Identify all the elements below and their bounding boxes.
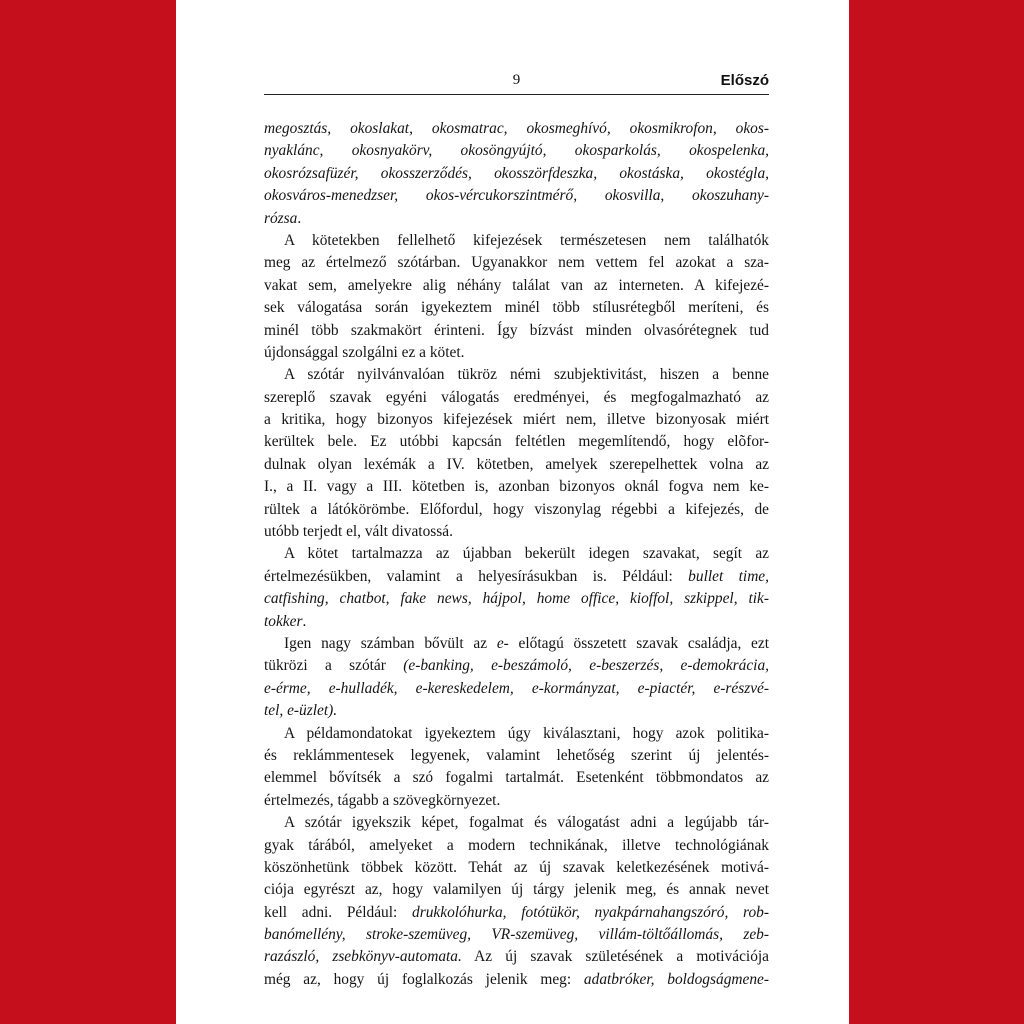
text-line [264,118,769,140]
text-segment: értelmezés, tágabb a szövegkörnyezet. [264,791,501,809]
italic-text: bullet time, [688,567,769,585]
text-line [264,790,769,812]
text-line [264,297,769,319]
text-segment: A szótár igyekszik képet, fogalmat és válogatást adni a legújabb tár- [284,814,769,832]
italic-text: okosrózsafüzér, okosszerződés, okosszörfdeszka, okostáska, okostégla, [264,164,769,182]
text-segment: kell adni. Például: [264,903,413,921]
text-segment: A példamondatokat igyekeztem úgy kiválasztani, hogy azok politika- [284,724,769,742]
text-line [264,364,769,386]
text-line [264,767,769,789]
text-line [264,678,769,700]
text-line [264,342,769,364]
text-segment: előtagú összetett szavak családja, ezt [508,634,769,652]
text-line [264,499,769,521]
text-line [264,252,769,274]
text-line [264,140,769,162]
text-segment: a kritika, hogy bizonyos kifejezések miért nem, illetve bizonyosak miért [264,411,769,429]
text-line [264,655,769,677]
italic-text: razászló, zsebkönyv-automata. [264,948,462,966]
text-segment: A kötet tartalmazza az újabban bekerült idegen szavakat, segít az [284,545,769,563]
text-line [264,969,769,991]
text-segment: elemmel bővítsék a szó fogalmi tartalmát. Esetenként többmondatos az [264,769,769,787]
italic-text: nyaklánc, okosnyakörv, okosöngyújtó, okosparkolás, okospelenka, [264,142,769,160]
text-line [264,454,769,476]
text-line [264,409,769,431]
text-segment: tükrözi a szótár [264,657,404,675]
text-line [264,476,769,498]
text-segment: minél több szakmakört érinteni. Így bízvást minden olvasórétegnek tud [264,321,769,339]
text-segment: köszönhetünk többek között. Tehát az új szavak keletkezésének motivá- [264,858,769,876]
text-segment: gyak tárából, amelyeket a modern technikának, illetve technológiának [264,836,769,854]
right-red-margin [849,0,1024,1024]
text-segment: szereplő szavak egyéni válogatás eredményei, és megfogalmazható az [264,388,769,406]
text-line [264,275,769,297]
text-line [264,431,769,453]
text-line [264,543,769,565]
running-title: Előszó [720,72,769,89]
text-line [264,208,769,230]
italic-text: (e-banking, e-beszámoló, e-beszerzés, e-demokrácia, [403,657,769,675]
text-line [264,879,769,901]
text-line [264,924,769,946]
text-segment: sek válogatása során igyekeztem minél több stílusrétegből meríteni, és [264,299,769,317]
italic-text: drukkolóhurka, fotótükör, nyakpárnahangszóró, rob- [412,903,769,921]
text-line [264,902,769,924]
text-line [264,633,769,655]
text-segment: értelmezésükben, valamint a helyesírásukban is. Például: [264,567,689,585]
text-segment: Az új szavak születésének a motivációja [461,948,769,966]
text-line [264,611,769,633]
text-segment: rültek a látókörömbe. Előfordul, hogy viszonylag régebbi a kifejezés, de [264,500,769,518]
italic-text: megosztás, okoslakat, okosmatrac, okosmeghívó, okosmikrofon, okos- [264,120,769,137]
text-line [264,387,769,409]
text-segment: utóbb terjedt el, vált divatossá. [264,523,453,541]
text-line [264,723,769,745]
text-line [264,835,769,857]
italic-text: adatbróker, boldogságmene- [583,970,769,988]
text-line [264,588,769,610]
italic-text: tokker [264,612,303,630]
text-line [264,700,769,722]
page-header [264,72,769,95]
text-segment: ciója egyrészt az, hogy valamilyen új tárgy jelenik meg, és annak nevet [264,881,769,899]
italic-text: tel, e-üzlet). [264,702,338,720]
text-line [264,812,769,834]
text-segment: kerültek bele. Ez utóbbi kapcsán feltétlen megemlítendő, hogy elõfor- [264,433,769,451]
text-segment: A kötetekben fellelhető kifejezések természetesen nem találhatók [284,231,769,249]
text-segment: és reklámmentesek legyenek, valamint lehetőség szerint új jelentés- [264,746,769,764]
text-segment: újdonsággal szolgálni ez a kötet. [264,343,465,361]
text-segment: még az, hogy új foglalkozás jelenik meg: [264,970,584,988]
body-text [264,118,769,991]
text-line [264,521,769,543]
text-line [264,320,769,342]
book-page [176,0,849,1024]
text-line [264,566,769,588]
text-segment: A szótár nyilvánvalóan tükröz némi szubjektivitást, hiszen a benne [284,366,769,384]
text-line [264,946,769,968]
text-segment: meg az értelmező szótárban. Ugyanakkor nem vettem fel azokat a sza- [264,254,769,272]
italic-text: e- [496,634,509,652]
page-number: 9 [512,72,521,88]
italic-text: catfishing, chatbot, fake news, hájpol, home office, kioffol, szkippel, tik- [264,590,769,608]
text-segment: dulnak olyan lexémák a IV. kötetben, amelyek szerepelhettek volna az [264,455,769,473]
italic-text: banómellény, stroke-szemüveg, VR-szemüveg, villám-töltőállomás, zeb- [264,926,769,944]
text-segment: Igen nagy számban bővült az [284,634,497,652]
text-line [264,230,769,252]
text-segment: . [297,209,302,227]
text-segment: . [302,612,307,630]
text-line [264,745,769,767]
text-line [264,185,769,207]
text-line [264,857,769,879]
text-segment: vakat sem, amelyekre alig néhány találat van az interneten. A kifejezé- [264,276,769,294]
italic-text: rózsa [264,209,298,227]
italic-text: e-érme, e-hulladék, e-kereskedelem, e-kormányzat, e-piactér, e-részvé- [264,679,769,697]
text-segment: I., a II. vagy a III. kötetben is, azonban bizonyos oknál fogva nem ke- [264,478,769,496]
text-line [264,163,769,185]
left-red-margin [0,0,176,1024]
italic-text: okosváros-menedzser, okos-vércukorszintmérő, okosvilla, okoszuhany- [264,187,769,205]
